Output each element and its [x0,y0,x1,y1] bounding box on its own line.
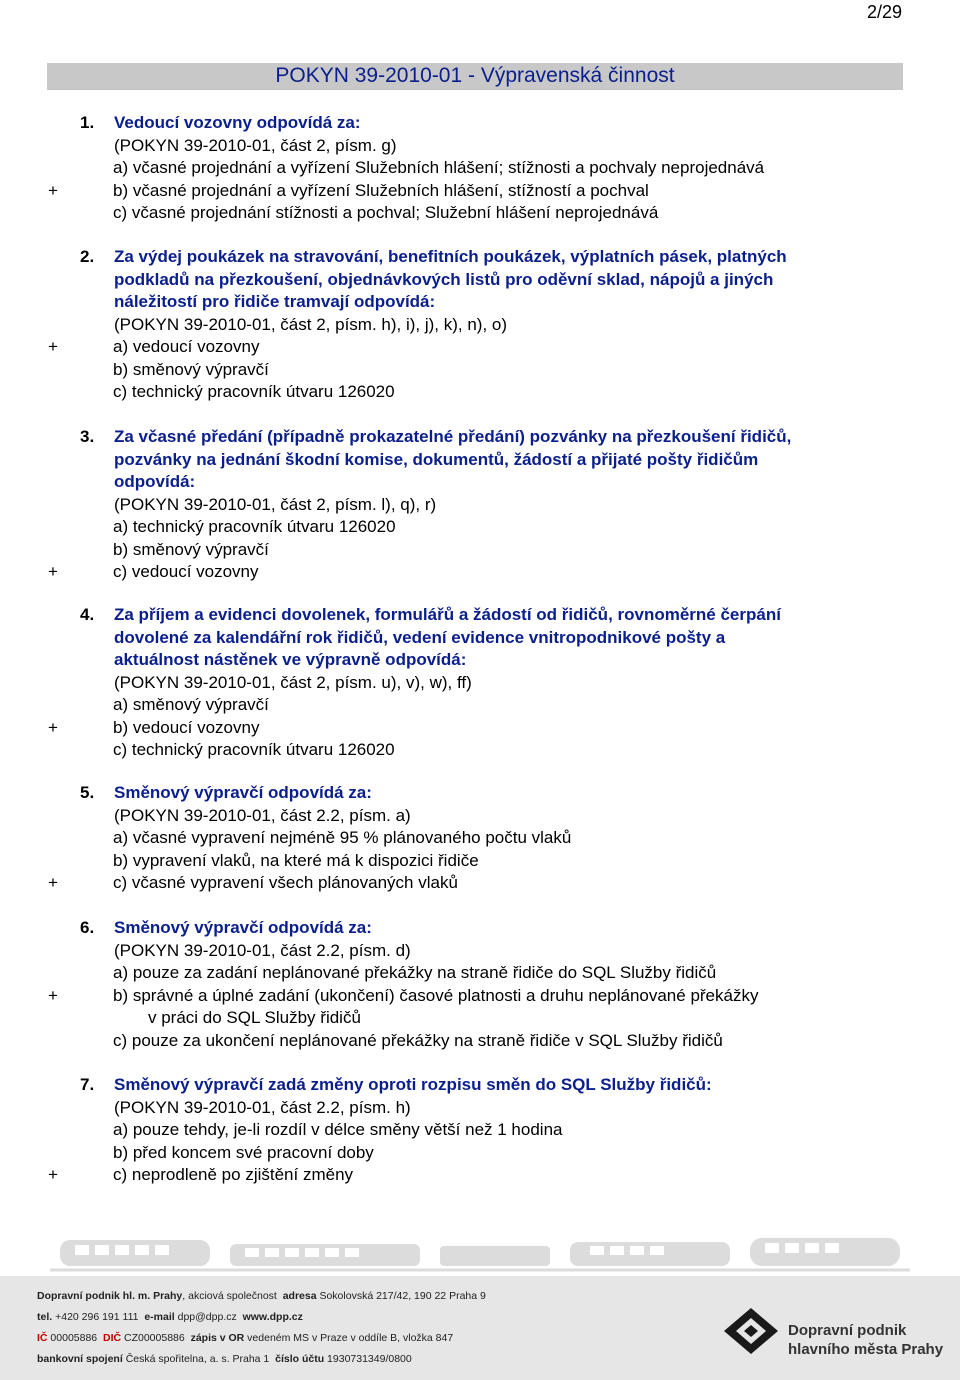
company-name: Dopravní podnik hl. m. Prahy [37,1290,183,1302]
answer-option [0,985,960,1008]
question-reference [0,805,960,828]
answer-text: a) směnový výpravčí [113,695,269,714]
question-heading-text: Směnový výpravčí odpovídá za: [114,783,372,802]
question-heading-line [0,627,960,650]
question-heading-text: aktuálnost nástěnek ve výpravně odpovídá: [114,650,467,669]
question-reference [0,494,960,517]
question-4 [0,604,960,762]
question-reference [0,314,960,337]
answer-option [0,539,960,562]
reference-text: (POKYN 39-2010-01, část 2.2, písm. a) [114,805,411,825]
footer-line-company [37,1290,486,1302]
question-reference [0,672,960,695]
question-heading-line [0,917,960,940]
question-heading-text: Vedoucí vozovny odpovídá za: [114,113,361,132]
answer-option [0,739,960,762]
answer-option [0,694,960,717]
answer-text: b) směnový výpravčí [113,539,269,559]
question-reference [0,135,960,158]
answer-option [0,1164,960,1187]
question-heading-text: pozvánky na jednání škodní komise, dokumentů, žádostí a přijaté pošty řidičům [114,449,759,469]
correct-answer-mark: + [48,717,58,737]
answer-option [0,717,960,740]
question-heading-line [0,426,960,449]
answer-option [0,202,960,225]
question-heading-text: odpovídá: [114,472,196,491]
account-label: číslo účtu [275,1353,325,1365]
company-type: , akciová společnost [182,1290,277,1302]
question-2 [0,246,960,404]
company-logo [722,1294,952,1364]
question-number: 2. [80,247,95,266]
correct-answer-mark: + [48,562,58,581]
question-number: 4. [80,605,95,624]
answer-text: c) technický pracovník útvaru 126020 [113,382,395,401]
question-heading-line [0,604,960,627]
dic-number: CZ00005886 [124,1332,185,1344]
answer-text: a) vedoucí vozovny [113,337,260,356]
question-heading-line [0,782,960,805]
reference-text: (POKYN 39-2010-01, část 2, písm. u), v), w), ff) [114,672,472,692]
answer-option [0,850,960,873]
footer-line-bank [37,1353,412,1365]
dpp-logo-icon [722,1306,780,1356]
ic-label: IČ [37,1332,48,1344]
reference-text: (POKYN 39-2010-01, část 2, písm. h), i), j), k), n), o) [114,314,508,334]
tel-label: tel. [37,1311,53,1323]
answer-text: a) včasné vypravení nejméně 95 % plánovaného počtu vlaků [113,828,572,847]
question-heading-line [0,449,960,472]
answer-option [0,359,960,382]
tram-silhouettes-graphic [50,1232,910,1272]
address-label: adresa [282,1290,317,1302]
answer-text: c) pouze za ukončení neplánované překážky na straně řidiče v SQL Služby řidičů [113,1030,723,1050]
reference-text: (POKYN 39-2010-01, část 2, písm. l), q), r) [114,494,437,514]
answer-option [0,1142,960,1165]
correct-answer-mark: + [48,337,58,356]
question-heading-line [0,112,960,135]
question-heading-line [0,649,960,672]
logo-line-2: hlavního města Prahy [788,1341,944,1358]
answer-option [0,561,960,584]
reference-text: (POKYN 39-2010-01, část 2.2, písm. d) [114,940,411,960]
account-number: 1930731349/0800 [327,1353,412,1365]
answer-option [0,381,960,404]
question-number: 6. [80,918,95,937]
answer-continuation-text: v práci do SQL Služby řidičů [148,1008,361,1027]
question-reference [0,1097,960,1120]
answer-option [0,962,960,985]
question-3 [0,426,960,584]
registry-label: zápis v OR [190,1332,245,1344]
document-title: POKYN 39-2010-01 - Výpravenská činnost [275,64,675,87]
footer [0,1232,960,1380]
question-heading-text: Směnový výpravčí zadá změny oproti rozpisu směn do SQL Služby řidičů: [114,1075,712,1094]
email-label: e-mail [144,1311,175,1323]
telephone: +420 296 191 111 [55,1311,139,1323]
answer-option [0,180,960,203]
question-heading-line [0,269,960,292]
answer-text: c) včasné projednání stížnosti a pochval; Služební hlášení neprojednává [113,203,659,222]
answer-text: c) technický pracovník útvaru 126020 [113,740,395,759]
question-number: 7. [80,1075,95,1094]
title-bar [47,63,903,90]
answer-option [0,1030,960,1053]
answer-text: c) neprodleně po zjištění změny [113,1165,354,1184]
question-heading-text: náležitostí pro řidiče tramvají odpovídá: [114,292,436,311]
answer-text: c) vedoucí vozovny [113,562,259,581]
bank-label: bankovní spojení [37,1353,123,1365]
question-6 [0,917,960,1052]
answer-text: b) včasné projednání a vyřízení Služebních hlášení, stížností a pochval [113,180,649,200]
dic-label: DIČ [102,1332,122,1344]
question-1 [0,112,960,225]
question-5 [0,782,960,895]
logo-line-1: Dopravní podnik [788,1322,907,1339]
ic-number: 00005886 [50,1332,98,1344]
email: dpp@dpp.cz [177,1311,237,1323]
answer-option [0,157,960,180]
answer-continuation [0,1007,960,1030]
answer-text: a) pouze za zadání neplánované překážky na straně řidiče do SQL Služby řidičů [113,963,717,982]
question-heading-text: Za včasné předání (případně prokazatelné předání) pozvánky na přezkoušení řidičů, [114,427,792,446]
question-heading-text: dovolené za kalendářní rok řidičů, vedení evidence vnitropodnikové pošty a [114,627,726,647]
answer-option [0,872,960,895]
answer-text: b) vypravení vlaků, na které má k dispozici řidiče [113,850,479,870]
correct-answer-mark: + [48,985,58,1005]
website: www.dpp.cz [242,1311,303,1323]
answer-text: a) technický pracovník útvaru 126020 [113,517,396,536]
question-7 [0,1074,960,1187]
question-number: 5. [80,783,95,802]
question-heading-text: Za příjem a evidenci dovolenek, formulářů a žádostí od řidičů, rovnoměrné čerpání [114,605,781,624]
reference-text: (POKYN 39-2010-01, část 2, písm. g) [114,135,397,155]
question-heading-text: Směnový výpravčí odpovídá za: [114,918,372,937]
answer-option [0,516,960,539]
bank-name: Česká spořitelna, a. s. Praha 1 [125,1353,270,1365]
question-heading-text: podkladů na přezkoušení, objednávkových listů pro oděvní sklad, nápojů a jiných [114,269,774,289]
answer-option [0,336,960,359]
correct-answer-mark: + [48,873,58,892]
question-heading-line [0,291,960,314]
correct-answer-mark: + [48,180,58,200]
registry-info: vedeném MS v Praze v oddíle B, vložka 847 [247,1332,454,1344]
footer-line-contacts [37,1311,303,1323]
answer-text: b) před koncem své pracovní doby [113,1142,374,1162]
answer-text: b) vedoucí vozovny [113,717,260,737]
answer-option [0,827,960,850]
reference-text: (POKYN 39-2010-01, část 2.2, písm. h) [114,1097,411,1117]
question-number: 3. [80,427,95,446]
answer-text: b) správné a úplné zadání (ukončení) časové platnosti a druhu neplánované překážky [113,985,759,1005]
address: Sokolovská 217/42, 190 22 Praha 9 [319,1290,486,1302]
correct-answer-mark: + [48,1165,58,1184]
answer-option [0,1119,960,1142]
answer-text: a) včasné projednání a vyřízení Služebních hlášení; stížnosti a pochvaly neprojednává [113,158,765,177]
answer-text: c) včasné vypravení všech plánovaných vlaků [113,873,458,892]
question-heading-text: Za výdej poukázek na stravování, benefitních poukázek, výplatních pásek, platných [114,247,787,266]
question-heading-line [0,1074,960,1097]
page-number: 2/29 [866,2,902,22]
answer-text: a) pouze tehdy, je-li rozdíl v délce směny větší než 1 hodina [113,1120,563,1139]
question-heading-line [0,471,960,494]
answer-text: b) směnový výpravčí [113,359,269,379]
footer-line-registration [37,1332,453,1344]
question-number: 1. [80,113,95,132]
question-heading-line [0,246,960,269]
question-reference [0,940,960,963]
